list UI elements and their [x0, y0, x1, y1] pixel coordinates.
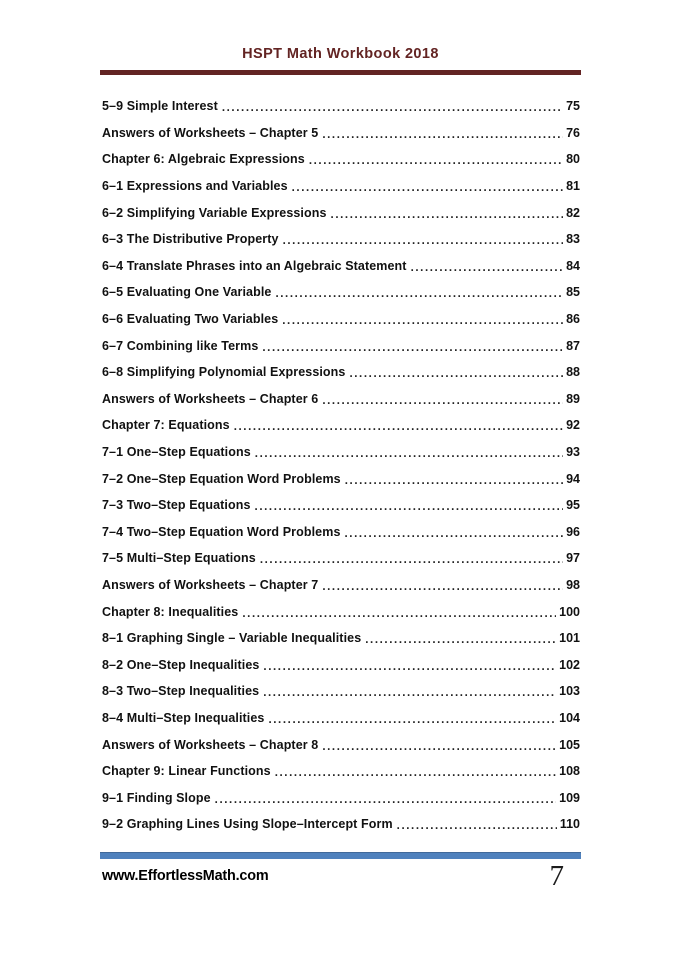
toc-entry-label: Chapter 9: Linear Functions: [102, 764, 271, 779]
toc-entry-dot-leader: [292, 180, 563, 194]
toc-entry-label: 7–4 Two–Step Equation Word Problems: [102, 524, 341, 539]
toc-entry-page-number: 80: [566, 152, 580, 167]
toc-entry-page-number: 83: [566, 232, 580, 247]
toc-entry-label: 6–5 Evaluating One Variable: [102, 285, 272, 300]
toc-entry-label: 8–4 Multi–Step Inequalities: [102, 710, 265, 725]
toc-entry-dot-leader: [322, 579, 563, 593]
toc-entry-label: Answers of Worksheets – Chapter 8: [102, 737, 319, 752]
toc-entry-dot-leader: [349, 366, 563, 380]
toc-entry-page-number: 108: [559, 764, 580, 779]
toc-entry-dot-leader: [283, 233, 564, 247]
toc-entry-dot-leader: [322, 127, 563, 141]
toc-entry: [102, 678, 580, 705]
toc-entry-label: Answers of Worksheets – Chapter 7: [102, 577, 319, 592]
toc-entry: [102, 758, 580, 785]
toc-entry-page-number: 87: [566, 338, 580, 353]
toc-entry-label: 6–8 Simplifying Polynomial Expressions: [102, 365, 346, 380]
toc-entry-label: 6–3 The Distributive Property: [102, 232, 279, 247]
toc-entry-dot-leader: [255, 499, 564, 513]
toc-entry-page-number: 110: [559, 817, 580, 832]
toc-entry-page-number: 103: [559, 684, 580, 699]
toc-entry: [102, 93, 580, 120]
toc-entry: [102, 306, 580, 333]
toc-entry-page-number: 89: [566, 391, 580, 406]
toc-entry-page-number: 94: [566, 471, 580, 486]
toc-entry: [102, 359, 580, 386]
toc-entry-label: 7–5 Multi–Step Equations: [102, 551, 256, 566]
toc-entry: [102, 439, 580, 466]
toc-entry-page-number: 88: [566, 365, 580, 380]
toc-entry-page-number: 93: [566, 445, 580, 460]
toc-entry: [102, 146, 580, 173]
toc-entry-dot-leader: [322, 393, 563, 407]
toc-entry-page-number: 95: [566, 498, 580, 513]
toc-entry-dot-leader: [275, 765, 556, 779]
toc-entry-page-number: 102: [559, 657, 580, 672]
toc-entry-page-number: 92: [566, 418, 580, 433]
toc-entry-page-number: 96: [566, 524, 580, 539]
toc-entry-label: Answers of Worksheets – Chapter 5: [102, 125, 319, 140]
toc-entry: [102, 253, 580, 280]
toc-entry-label: 8–2 One–Step Inequalities: [102, 657, 260, 672]
toc-entry-label: 7–2 One–Step Equation Word Problems: [102, 471, 341, 486]
toc-entry-label: Answers of Worksheets – Chapter 6: [102, 391, 319, 406]
toc-entry-dot-leader: [309, 153, 563, 167]
toc-entry-dot-leader: [268, 712, 556, 726]
toc-entry: [102, 412, 580, 439]
toc-entry-label: 6–7 Combining like Terms: [102, 338, 259, 353]
page-footer: [102, 860, 564, 891]
toc-entry-label: 6–1 Expressions and Variables: [102, 179, 288, 194]
toc-entry-page-number: 76: [566, 125, 580, 140]
toc-entry-dot-leader: [260, 552, 563, 566]
toc-entry-dot-leader: [282, 313, 563, 327]
toc-entry-page-number: 109: [559, 790, 580, 805]
toc-entry-dot-leader: [255, 446, 563, 460]
toc-entry-label: 5–9 Simple Interest: [102, 99, 218, 114]
toc-entry-dot-leader: [215, 792, 556, 806]
toc-entry-page-number: 100: [559, 604, 580, 619]
toc-entry-label: 9–2 Graphing Lines Using Slope–Intercept Form: [102, 817, 393, 832]
toc-entry-dot-leader: [263, 685, 556, 699]
toc-entry-label: 7–1 One–Step Equations: [102, 445, 251, 460]
toc-entry: [102, 651, 580, 678]
footer-page-number: 7: [549, 860, 564, 892]
toc-entry-page-number: 84: [566, 258, 580, 273]
page-header-title: HSPT Math Workbook 2018: [242, 46, 439, 62]
toc-entry-dot-leader: [365, 632, 556, 646]
toc-entry: [102, 386, 580, 413]
toc-entry-dot-leader: [411, 260, 564, 274]
toc-entry-label: 9–1 Finding Slope: [102, 790, 211, 805]
toc-entry-dot-leader: [345, 526, 564, 540]
toc-entry: [102, 465, 580, 492]
footer-rule: [100, 852, 581, 859]
toc-entry-dot-leader: [322, 739, 556, 753]
toc-entry-label: 7–3 Two–Step Equations: [102, 498, 251, 513]
toc-entry-label: Chapter 7: Equations: [102, 418, 230, 433]
toc-entry: [102, 332, 580, 359]
toc-entry: [102, 598, 580, 625]
toc-entry-page-number: 85: [566, 285, 580, 300]
toc-entry: [102, 784, 580, 811]
toc-entry-page-number: 98: [566, 577, 580, 592]
toc-entry: [102, 572, 580, 599]
toc-entry-label: Chapter 8: Inequalities: [102, 604, 239, 619]
header-rule: [100, 70, 581, 75]
toc-entry-page-number: 75: [566, 99, 580, 114]
toc-entry: [102, 811, 580, 838]
toc-entry: [102, 519, 580, 546]
toc-entry-dot-leader: [397, 818, 557, 832]
toc-entry-label: Chapter 6: Algebraic Expressions: [102, 152, 305, 167]
toc-entry: [102, 731, 580, 758]
toc-entry: [102, 545, 580, 572]
toc-entry-page-number: 104: [559, 710, 580, 725]
toc-entry-page-number: 97: [566, 551, 580, 566]
toc-entry: [102, 173, 580, 200]
toc-entry: [102, 625, 580, 652]
toc-entry-dot-leader: [275, 286, 563, 300]
toc-entry: [102, 705, 580, 732]
toc-entry-page-number: 101: [559, 631, 580, 646]
toc-entry-dot-leader: [242, 606, 556, 620]
toc-entry-dot-leader: [263, 659, 556, 673]
toc-entry-label: 6–6 Evaluating Two Variables: [102, 312, 279, 327]
toc-entry-label: 8–1 Graphing Single – Variable Inequalities: [102, 631, 362, 646]
toc-entry: [102, 120, 580, 147]
toc-entry-dot-leader: [262, 340, 563, 354]
toc-entry-page-number: 81: [566, 179, 580, 194]
toc-entry-label: 6–2 Simplifying Variable Expressions: [102, 205, 327, 220]
toc-entry-page-number: 86: [566, 312, 580, 327]
toc-entry-page-number: 82: [566, 205, 580, 220]
toc-entry-label: 8–3 Two–Step Inequalities: [102, 684, 260, 699]
table-of-contents: [102, 93, 580, 838]
toc-entry-dot-leader: [345, 473, 563, 487]
toc-entry: [102, 199, 580, 226]
toc-entry-dot-leader: [234, 419, 563, 433]
toc-entry-dot-leader: [331, 207, 564, 221]
toc-entry-page-number: 105: [559, 737, 580, 752]
footer-website: www.EffortlessMath.com: [102, 867, 269, 884]
toc-entry: [102, 226, 580, 253]
toc-entry-label: 6–4 Translate Phrases into an Algebraic Statement: [102, 258, 407, 273]
toc-entry: [102, 492, 580, 519]
toc-entry: [102, 279, 580, 306]
toc-entry-dot-leader: [222, 100, 563, 114]
